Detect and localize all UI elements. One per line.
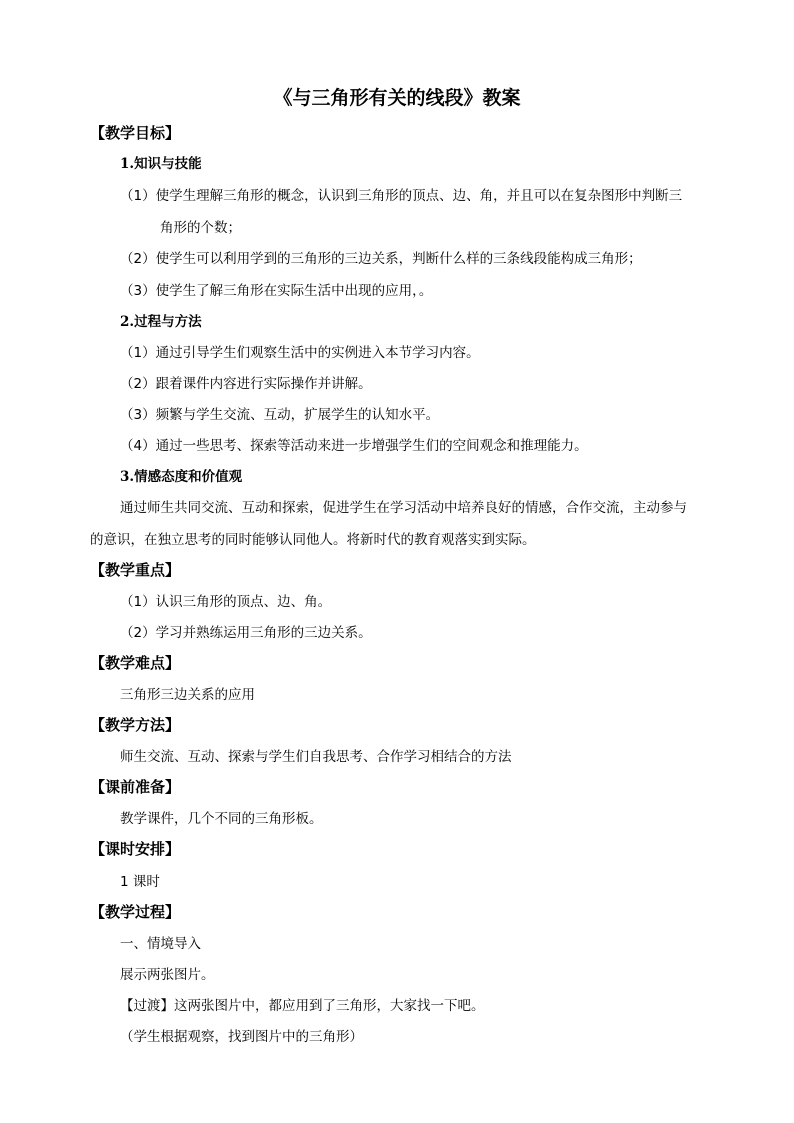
difficulty-text: 三角形三边关系的应用 bbox=[120, 687, 255, 703]
goal-knowledge-item-2: （2）使学生可以利用学到的三角形的三边关系，判断什么样的三条线段能构成三角形； bbox=[120, 251, 642, 267]
document-title: 《与三角形有关的线段》教案 bbox=[273, 87, 521, 109]
goal-knowledge-item-1-cont: 角形的个数； bbox=[160, 220, 241, 236]
section-heading-prep: 【课前准备】 bbox=[90, 778, 181, 796]
goal-process-item-3: （3）频繁与学生交流、互动，扩展学生的认知水平。 bbox=[120, 407, 440, 423]
section-heading-focus: 【教学重点】 bbox=[90, 561, 181, 579]
procedure-line-3: 【过渡】这两张图片中，都应用到了三角形，大家找一下吧。 bbox=[120, 998, 485, 1014]
subsection-heading-emotion: 3.情感态度和价值观 bbox=[120, 469, 243, 485]
schedule-text: 1 课时 bbox=[120, 874, 160, 890]
procedure-line-4: （学生根据观察，找到图片中的三角形） bbox=[120, 1029, 363, 1045]
goal-process-item-1: （1）通过引导学生们观察生活中的实例进入本节学习内容。 bbox=[120, 345, 480, 361]
subsection-heading-knowledge: 1.知识与技能 bbox=[120, 156, 202, 172]
prep-text: 教学课件，几个不同的三角形板。 bbox=[120, 811, 323, 827]
section-heading-goals: 【教学目标】 bbox=[90, 124, 181, 142]
focus-item-1: （1）认识三角形的顶点、边、角。 bbox=[120, 594, 332, 610]
focus-item-2: （2）学习并熟练运用三角形的三边关系。 bbox=[120, 625, 372, 641]
goal-emotion-paragraph-line-2: 的意识，在独立思考的同时能够认同他人。将新时代的教育观落实到实际。 bbox=[90, 532, 536, 548]
section-heading-difficulty: 【教学难点】 bbox=[90, 654, 181, 672]
section-heading-method: 【教学方法】 bbox=[90, 716, 181, 734]
section-heading-schedule: 【课时安排】 bbox=[90, 840, 181, 858]
procedure-line-1: 一、情境导入 bbox=[120, 936, 201, 952]
goal-knowledge-item-1: （1）使学生理解三角形的概念，认识到三角形的顶点、边、角，并且可以在复杂图形中判断三 bbox=[120, 188, 683, 204]
goal-process-item-4: （4）通过一些思考、探索等活动来进一步增强学生们的空间观念和推理能力。 bbox=[120, 438, 588, 454]
method-text: 师生交流、互动、探索与学生们自我思考、合作学习相结合的方法 bbox=[120, 749, 512, 765]
procedure-line-2: 展示两张图片。 bbox=[120, 967, 215, 983]
goal-emotion-paragraph-line-1: 通过师生共同交流、互动和探索，促进学生在学习活动中培养良好的情感，合作交流，主动参与 bbox=[120, 500, 687, 516]
subsection-heading-process: 2.过程与方法 bbox=[120, 314, 202, 330]
goal-knowledge-item-3: （3）使学生了解三角形在实际生活中出现的应用，。 bbox=[120, 283, 433, 299]
section-heading-procedure: 【教学过程】 bbox=[90, 903, 181, 921]
goal-process-item-2: （2）跟着课件内容进行实际操作并讲解。 bbox=[120, 376, 372, 392]
